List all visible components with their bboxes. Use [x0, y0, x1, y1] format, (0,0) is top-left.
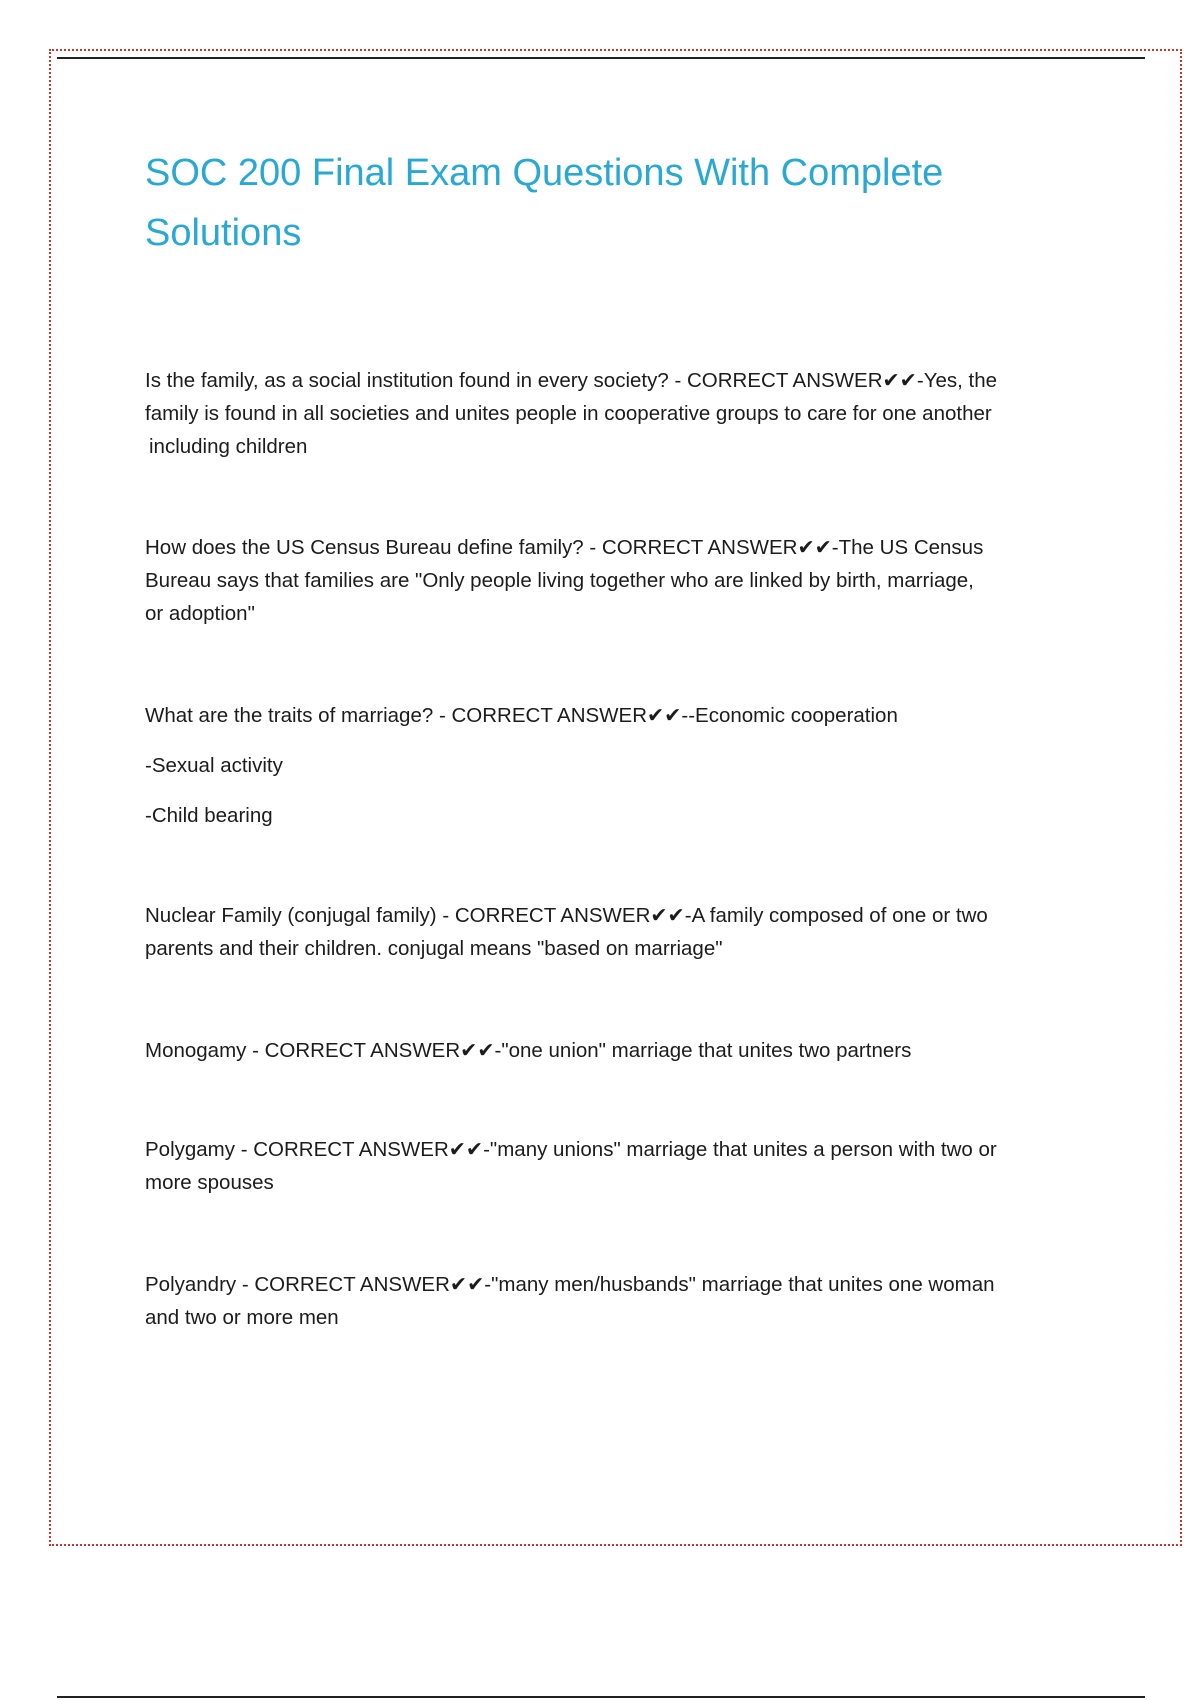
qa-entry-polyandry: [145, 1268, 1100, 1334]
qa-line: parents and their children. conjugal means "based on marriage": [145, 937, 723, 960]
qa-entry-family-universal: [145, 364, 1100, 463]
qa-line: Monogamy - CORRECT ANSWER✔✔-"one union" marriage that unites two partners: [145, 1039, 912, 1062]
qa-line: What are the traits of marriage? - CORRECT ANSWER✔✔--Economic cooperation: [145, 704, 898, 727]
qa-line: Polygamy - CORRECT ANSWER✔✔-"many unions" marriage that unites a person with two or: [145, 1138, 997, 1161]
qa-entry-marriage-traits: [145, 699, 1100, 832]
qa-line: family is found in all societies and unites people in cooperative groups to care for one another: [145, 402, 992, 425]
qa-line: more spouses: [145, 1171, 274, 1194]
header-rule: [57, 57, 1145, 59]
qa-line: Nuclear Family (conjugal family) - CORRECT ANSWER✔✔-A family composed of one or two: [145, 904, 988, 927]
qa-entry-nuclear-family: [145, 899, 1100, 965]
qa-line: Is the family, as a social institution found in every society? - CORRECT ANSWER✔✔-Yes, the: [145, 369, 998, 392]
qa-line: and two or more men: [145, 1306, 339, 1329]
qa-entry-monogamy: [145, 1034, 1100, 1067]
qa-line: Polyandry - CORRECT ANSWER✔✔-"many men/husbands" marriage that unites one woman: [145, 1273, 995, 1296]
qa-entry-polygamy: [145, 1133, 1100, 1199]
footer-rule: [57, 1696, 1145, 1698]
document-title: SOC 200 Final Exam Questions With Complete Solutions: [145, 152, 944, 254]
qa-line: including children: [149, 435, 308, 458]
qa-list-item: -Sexual activity: [145, 754, 283, 777]
qa-line: Bureau says that families are "Only people living together who are linked by birth, marriage,: [145, 569, 974, 592]
qa-line: or adoption": [145, 602, 255, 625]
qa-entry-census-definition: [145, 531, 1100, 630]
qa-line: How does the US Census Bureau define family? - CORRECT ANSWER✔✔-The US Census: [145, 536, 984, 559]
qa-list-item: -Child bearing: [145, 804, 273, 827]
